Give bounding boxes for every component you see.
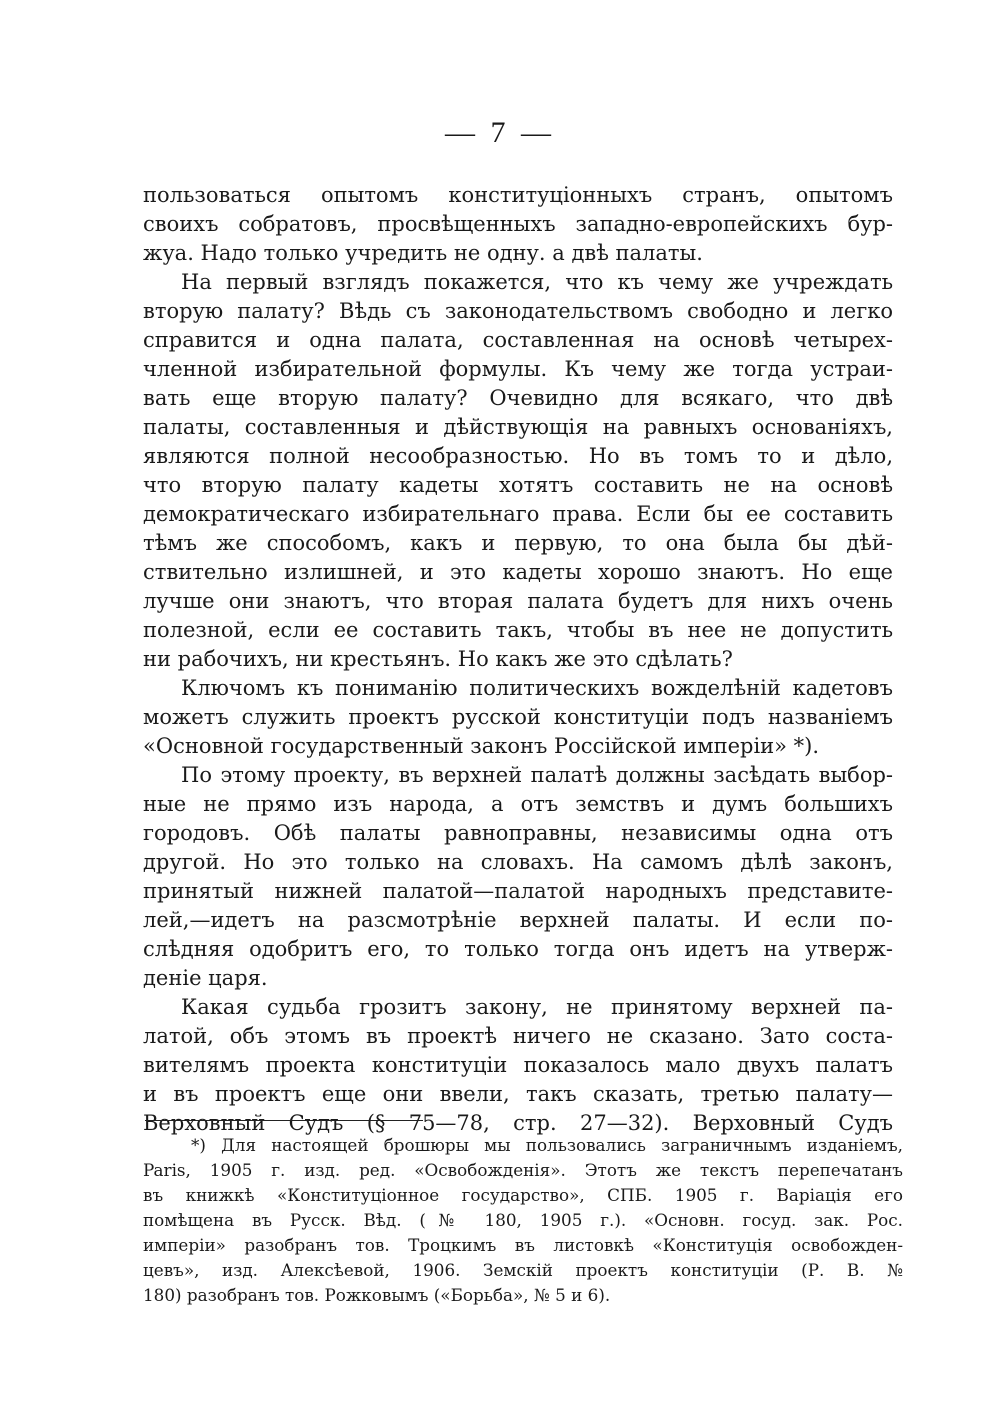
text-line: вителямъ проекта конституціи показалось мало двухъ палатъ	[143, 1053, 893, 1077]
footnote-divider	[145, 1120, 423, 1121]
text-line: справится и одна палата, составленная на основѣ четырех-	[143, 328, 893, 352]
text-line: лучше они знаютъ, что вторая палата будетъ для нихъ очень	[143, 589, 893, 613]
text-line: полезной, если ее составить такъ, чтобы въ нее не допустить	[143, 618, 893, 642]
text-line: своихъ собратовъ, просвѣщенныхъ западно-европейскихъ бур-	[143, 212, 893, 236]
text-line: жуа. Надо только учредить не одну. а двѣ палаты.	[143, 241, 703, 265]
footnote-line: Paris, 1905 г. изд. ред. «Освобожденія». Этотъ же текстъ перепечатанъ	[143, 1160, 903, 1180]
footnote	[143, 1133, 903, 1308]
page-number: — 7 —	[445, 116, 555, 149]
text-line: палаты, составленныя и дѣйствующія на равныхъ основаніяхъ,	[143, 415, 893, 439]
text-line: вторую палату? Вѣдь съ законодательствомъ свободно и легко	[143, 299, 893, 323]
text-line: являются полной несообразностью. Но въ томъ то и дѣло,	[143, 444, 893, 468]
text-line: городовъ. Обѣ палаты равноправны, независимы одна отъ	[143, 821, 893, 845]
footnote-line: помѣщена въ Русск. Вѣд. (№ 180, 1905 г.). «Основн. госуд. зак. Рос.	[143, 1210, 903, 1230]
text-line: ные не прямо изъ народа, а отъ земствъ и думъ большихъ	[143, 792, 893, 816]
text-line: слѣдняя одобритъ его, то только тогда онъ идетъ на утверж-	[143, 937, 893, 961]
paragraph-start-line: По этому проекту, въ верхней палатѣ должны засѣдать выбор-	[181, 763, 893, 787]
text-line: тѣмъ же способомъ, какъ и первую, то она была бы дѣй-	[143, 531, 893, 555]
footnote-line: въ книжкѣ «Конституціонное государство», СПБ. 1905 г. Варіація его	[143, 1185, 903, 1205]
text-line: деніе царя.	[143, 966, 268, 990]
paragraph-start-line: На первый взглядъ покажется, что къ чему же учреждать	[181, 270, 893, 294]
text-line: другой. Но это только на словахъ. На самомъ дѣлѣ законъ,	[143, 850, 893, 874]
text-line: латой, объ этомъ въ проектѣ ничего не сказано. Зато соста-	[143, 1024, 893, 1048]
text-line: Верховный Судъ (§ 75—78, стр. 27—32). Верховный Судъ	[143, 1111, 893, 1135]
text-line: вать еще вторую палату? Очевидно для всякаго, что двѣ	[143, 386, 893, 410]
footnote-line: 180) разобранъ тов. Рожковымъ («Борьба», № 5 и 6).	[143, 1285, 611, 1305]
text-line: «Основной государственный законъ Россійской имперіи» *).	[143, 734, 820, 758]
text-line: ствительно излишней, и это кадеты хорошо знаютъ. Но еще	[143, 560, 893, 584]
text-line: принятый нижней палатой—палатой народныхъ представите-	[143, 879, 893, 903]
text-line: что вторую палату кадеты хотятъ составить не на основѣ	[143, 473, 893, 497]
text-line: пользоваться опытомъ конституціонныхъ странъ, опытомъ	[143, 183, 893, 207]
footnote-line: *) Для настоящей брошюры мы пользовались заграничнымъ изданіемъ,	[191, 1135, 903, 1155]
paragraph-start-line: Какая судьба грозитъ закону, не принятому верхней па-	[181, 995, 893, 1019]
footnote-line: имперіи» разобранъ тов. Троцкимъ въ листовкѣ «Конституція освобожден-	[143, 1235, 903, 1255]
paragraph-start-line: Ключомъ къ пониманію политическихъ вожделѣній кадетовъ	[181, 676, 893, 700]
text-line: лей,—идетъ на разсмотрѣніе верхней палаты. И если по-	[143, 908, 893, 932]
text-line: ни рабочихъ, ни крестьянъ. Но какъ же это сдѣлать?	[143, 647, 733, 671]
text-line: можетъ служить проектъ русской конституціи подъ названіемъ	[143, 705, 893, 729]
body-text	[143, 181, 893, 1138]
text-line: демократическаго избирательнаго права. Если бы ее составить	[143, 502, 893, 526]
footnote-line: цевъ», изд. Алексѣевой, 1906. Земскій проектъ конституціи (Р. В. №	[143, 1260, 903, 1280]
text-line: членной избирательной формулы. Къ чему же тогда устраи-	[143, 357, 893, 381]
text-line: и въ проектъ еще они ввели, такъ сказать, третью палату—	[143, 1082, 893, 1106]
